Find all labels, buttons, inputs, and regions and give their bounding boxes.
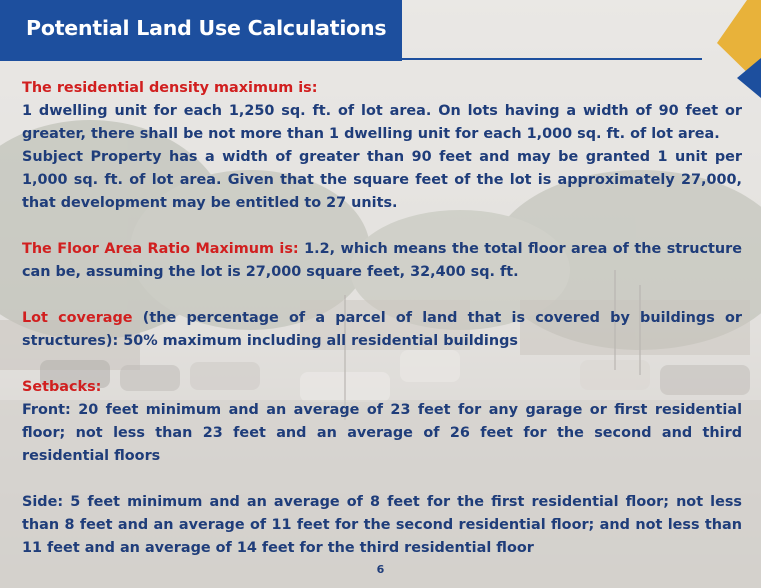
density-rule: 1 dwelling unit for each 1,250 sq. ft. of lot area. On lots having a width of 90 feet or greater, there shall be not more than 1 dwelling unit for each 1,000 sq. ft. of lot area. [22,103,742,142]
coverage-heading: Lot coverage [22,310,133,326]
setbacks-side: Side: 5 feet minimum and an average of 8 feet for the first residential floor; not less than 8 feet and an average of 11 feet for the second residential floor; and not less than 11 feet and an average of 14 feet for the third residential floor [22,494,742,556]
coverage-text: (the percentage of a parcel of land that is covered by buildings or structures): 50% maximum including all residential buildings [22,310,742,349]
density-subject: Subject Property has a width of greater than 90 feet and may be granted 1 unit per 1,000 sq. ft. of lot area. Given that the square feet of the lot is approximately 27,000, that development may be entitled to 27 units. [22,149,742,211]
setbacks-heading: Setbacks: [22,379,102,395]
page-number: 6 [376,563,385,576]
page-title: Potential Land Use Calculations [26,16,387,40]
far-text: 1.2, which means the total floor area of the structure can be, assuming the lot is 27,000 square feet, 32,400 sq. ft. [22,241,742,280]
far-heading: The Floor Area Ratio Maximum is: [22,241,299,257]
body-text [22,77,742,560]
setbacks-front: Front: 20 feet minimum and an average of 23 feet for any garage or first residential floor; not less than 23 feet and an average of 26 feet for the second and third residential floors [22,402,742,464]
header-rule [402,58,702,60]
density-heading: The residential density maximum is: [22,80,318,96]
